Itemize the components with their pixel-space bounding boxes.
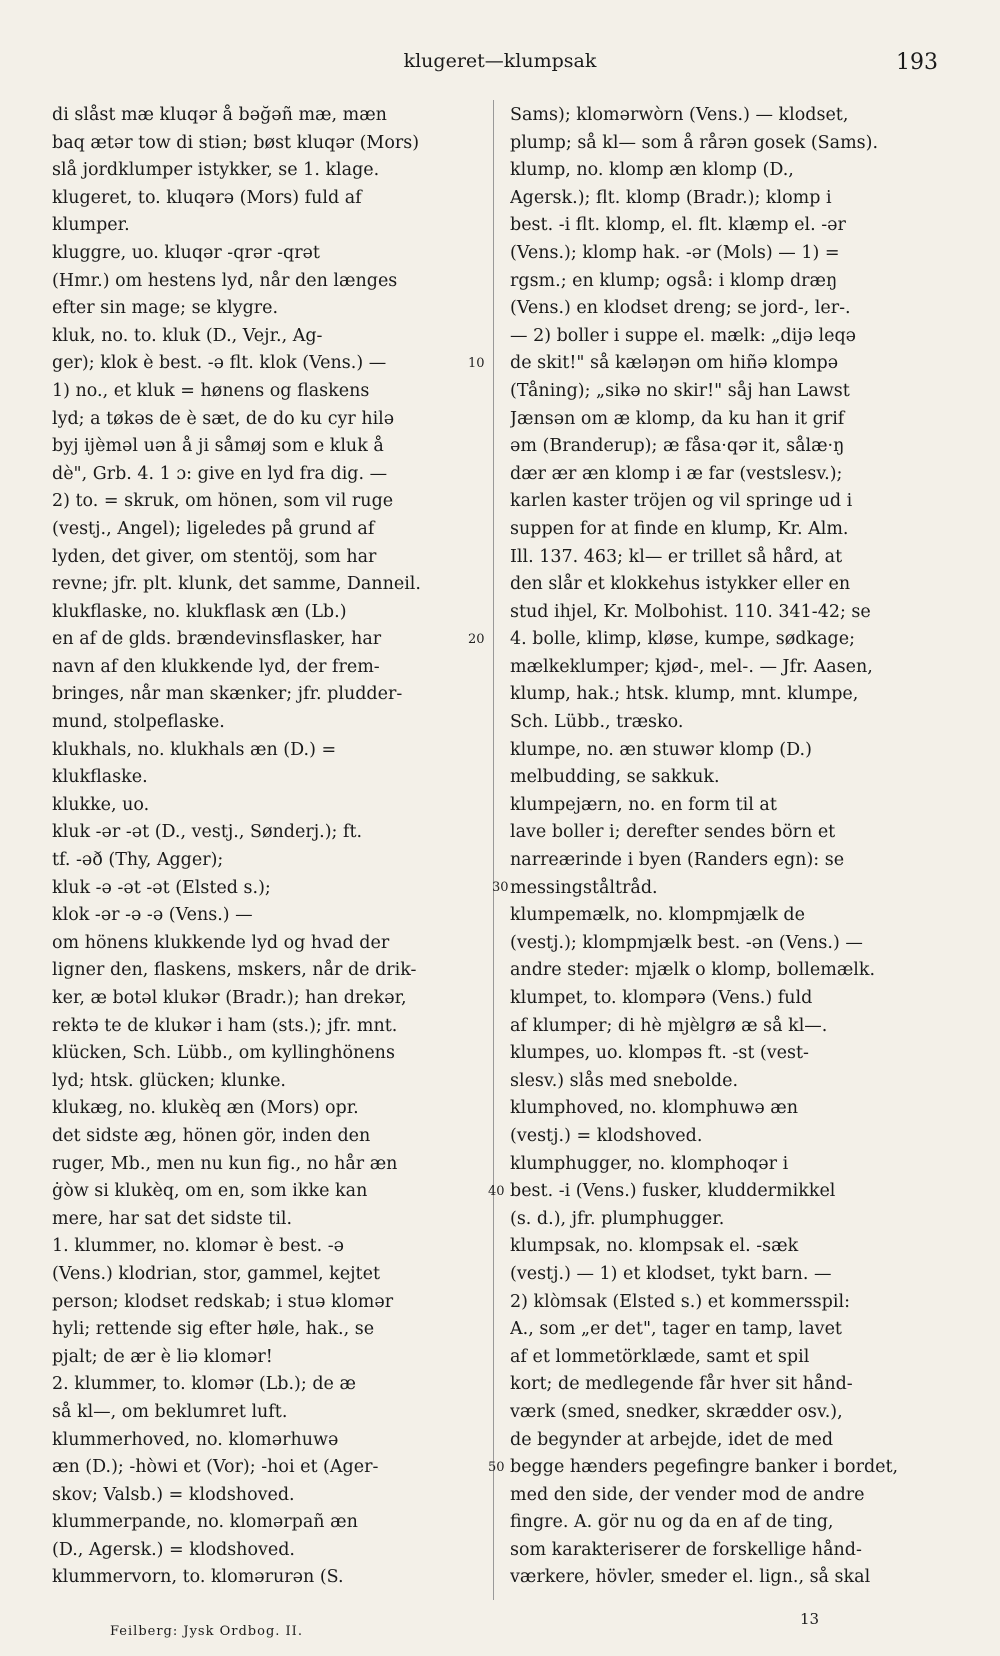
left-column-line: mere, har sat det sidste til. <box>52 1208 293 1229</box>
right-column-line: lave boller i; derefter sendes börn et <box>510 822 836 843</box>
right-column-line: andre steder: mjælk o klomp, bollemælk. <box>510 960 876 981</box>
left-column-line: ker, æ botəl klukər (Bradr.); han drekər, <box>52 988 407 1008</box>
left-column-line: klummerpande, no. klomərpañ æn <box>52 1512 358 1533</box>
left-column-line: ġòw si klukèq, om en, som ikke kan <box>52 1181 368 1202</box>
left-column-line: kluk -ə -ət -ət (Elsted s.); <box>52 877 271 898</box>
right-column-line: klumpsak, no. klompsak el. -sæk <box>510 1236 799 1257</box>
right-column-line: narreærinde i byen (Randers egn): se <box>510 850 845 871</box>
left-column-line: ligner den, flaskens, mskers, når de drik- <box>52 960 417 981</box>
right-column-line: som karakteriserer de forskellige hånd- <box>510 1539 862 1560</box>
left-column-line: lyd; htsk. glücken; klunke. <box>52 1070 286 1091</box>
left-column-line: så kl—, om beklumret luft. <box>52 1401 288 1422</box>
right-column-line: værk (smed, snedker, skrædder osv.), <box>510 1401 843 1422</box>
right-column-line: rgsm.; en klump; også: i klomp dræŋ <box>510 270 838 291</box>
right-column-line: værkere, hövler, smeder el. lign., så skal <box>510 1567 871 1588</box>
left-column-line: klukke, uo. <box>52 794 150 815</box>
right-column-line: af klumper; di hè mjèlgrø æ så kl—. <box>510 1015 828 1036</box>
left-column-line: klukhals, no. klukhals æn (D.) = <box>52 739 337 760</box>
left-column-line: 1. klummer, no. klomər è best. -ə <box>52 1236 344 1257</box>
left-column-line: klummervorn, to. klomərurən (S. <box>52 1567 344 1588</box>
left-column-line: skov; Valsb.) = klodshoved. <box>52 1484 295 1505</box>
left-column-line: bringes, når man skænker; jfr. pludder- <box>52 684 403 705</box>
left-column-line: det sidste æg, hönen gör, inden den <box>52 1125 371 1146</box>
left-column-line: pjalt; de ær è liə klomər! <box>52 1346 273 1367</box>
left-column-line: kluggre, uo. kluqər -qrər -qrət <box>52 242 320 263</box>
left-column-line: klukæg, no. klukèq æn (Mors) opr. <box>52 1098 359 1119</box>
left-column-line: æn (D.); -hòwi et (Vor); -hoi et (Ager- <box>52 1457 379 1478</box>
page-header <box>0 50 1000 80</box>
left-column-line: hyli; rettende sig efter høle, hak., se <box>52 1319 375 1340</box>
left-column-line: klummerhoved, no. klomərhuwə <box>52 1429 339 1450</box>
left-column-line: efter sin mage; se klygre. <box>52 298 279 319</box>
right-column-line: (vestj.) = klodshoved. <box>510 1125 703 1146</box>
right-column-line: best. -i (Vens.) fusker, kluddermikkel <box>510 1181 836 1202</box>
footer-source: Feilberg: Jysk Ordbog. II. <box>110 1624 303 1639</box>
right-column-line: Sch. Lübb., træsko. <box>510 712 684 733</box>
left-column-line: 2. klummer, to. klomər (Lb.); de æ <box>52 1374 356 1395</box>
left-column-line: klukflaske, no. klukflask æn (Lb.) <box>52 601 347 622</box>
line-number-10: 10 <box>468 356 485 371</box>
left-column-line: baq ætər tow di stiən; bøst kluqər (Mors) <box>52 132 420 153</box>
left-column-line: klugeret, to. kluqərə (Mors) fuld af <box>52 187 362 208</box>
right-column-line: klump, hak.; htsk. klump, mnt. klumpe, <box>510 684 859 705</box>
left-column-line: lyd; a tøkəs de è sæt, de do ku cyr hilə <box>52 408 395 429</box>
right-column-line: klumpet, to. klompərə (Vens.) fuld <box>510 988 813 1008</box>
right-column-line: klumpe, no. æn stuwər klomp (D.) <box>510 739 812 760</box>
sheet-number: 13 <box>800 1610 820 1628</box>
right-column-line: de begynder at arbejde, idet de med <box>510 1429 834 1450</box>
left-column-line: klukflaske. <box>52 767 148 788</box>
running-head: klugeret—klumpsak <box>403 50 597 72</box>
line-number-50: 50 <box>488 1460 505 1475</box>
left-column-line: rektə te de klukər i ham (sts.); jfr. mnt. <box>52 1015 398 1036</box>
right-column-line: (Vens.); klomp hak. -ər (Mols) — 1) = <box>510 242 840 263</box>
right-column-line: 2) klòmsak (Elsted s.) et kommersspil: <box>510 1291 850 1312</box>
right-column-line: best. -i flt. klomp, el. flt. klæmp el. -ər <box>510 215 846 236</box>
left-column-line: en af de glds. brændevinsflasker, har <box>52 629 382 650</box>
right-column-line: de skit!" så kæləŋən om hiñə klompə <box>510 353 839 374</box>
right-column-line: Jænsən om æ klomp, da ku han it grif <box>510 408 845 429</box>
left-column-line: (Vens.) klodrian, stor, gammel, kejtet <box>52 1263 380 1284</box>
left-column-line: klok -ər -ə -ə (Vens.) — <box>52 905 253 926</box>
right-column-line: med den side, der vender mod de andre <box>510 1484 865 1505</box>
right-column-line: fingre. A. gör nu og da en af de ting, <box>510 1512 834 1533</box>
left-column-line: byj ijèməl uən å ji såmøj som e kluk å <box>52 436 384 457</box>
left-column-line: ger); klok è best. -ə flt. klok (Vens.) — <box>52 353 387 374</box>
left-column-line: dè", Grb. 4. 1 ɔ: give en lyd fra dig. — <box>52 463 388 484</box>
left-column-line: lyden, det giver, om stentöj, som har <box>52 546 377 567</box>
right-column-line: (vestj.); klompmjælk best. -ən (Vens.) — <box>510 932 863 953</box>
right-column-line: melbudding, se sakkuk. <box>510 767 720 788</box>
column-divider <box>493 100 494 1600</box>
right-column-line: — 2) boller i suppe el. mælk: „dijə leqə <box>510 325 857 346</box>
left-column-line: mund, stolpeflaske. <box>52 712 225 733</box>
left-column-line: ruger, Mb., men nu kun fig., no hår æn <box>52 1153 398 1174</box>
left-column-line: (Hmr.) om hestens lyd, når den længes <box>52 270 398 291</box>
right-column-line: Agersk.); flt. klomp (Bradr.); klomp i <box>510 187 832 208</box>
left-column-line: tf. -əð (Thy, Agger); <box>52 850 224 871</box>
right-column-line: af et lommetörklæde, samt et spil <box>510 1346 810 1367</box>
left-column-line: revne; jfr. plt. klunk, det samme, Danneil. <box>52 574 421 595</box>
right-column-line: klumphoved, no. klomphuwə æn <box>510 1098 798 1119</box>
left-column-line: kluk, no. to. kluk (D., Vejr., Ag- <box>52 325 323 346</box>
right-column <box>510 102 920 1592</box>
page-number: 193 <box>896 50 938 75</box>
right-column-line: (Vens.) en klodset dreng; se jord-, ler-. <box>510 298 851 319</box>
line-number-20: 20 <box>468 632 485 647</box>
right-column-line: plump; så kl— som å rårən gosek (Sams). <box>510 132 879 153</box>
right-column-line: stud ihjel, Kr. Molbohist. 110. 341-42; se <box>510 601 871 622</box>
right-column-line: begge hænders pegefingre banker i bordet, <box>510 1457 899 1478</box>
right-column-line: (s. d.), jfr. plumphugger. <box>510 1208 725 1229</box>
line-number-40: 40 <box>488 1184 505 1199</box>
right-column-line: (Tåning); „sikə no skir!" såj han Lawst <box>510 380 850 401</box>
right-column-line: karlen kaster tröjen og vil springe ud i <box>510 491 853 512</box>
right-column-line: 4. bolle, klimp, kløse, kumpe, sødkage; <box>510 629 855 650</box>
left-column-line: 1) no., et kluk = hønens og flaskens <box>52 380 370 401</box>
left-column-line: slå jordklumper istykker, se 1. klage. <box>52 160 380 181</box>
left-column-line: di slåst mæ kluqər å bəğəñ mæ, mæn <box>52 105 387 125</box>
right-column-line: kort; de medlegende får hver sit hånd- <box>510 1374 853 1395</box>
left-column-line: navn af den klukkende lyd, der frem- <box>52 656 380 677</box>
left-column-line: 2) to. = skruk, om hönen, som vil ruge <box>52 491 394 512</box>
right-column-line: suppen for at finde en klump, Kr. Alm. <box>510 518 849 539</box>
right-column-line: den slår et klokkehus istykker eller en <box>510 574 851 595</box>
right-column-line: Ill. 137. 463; kl— er trillet så hård, at <box>510 546 843 567</box>
right-column-line: (vestj.) — 1) et klodset, tykt barn. — <box>510 1263 832 1284</box>
right-column-line: mælkeklumper; kjød-, mel-. — Jfr. Aasen, <box>510 656 873 677</box>
left-column-line: (D., Agersk.) = klodshoved. <box>52 1539 295 1560</box>
left-column-line: kluk -ər -ət (D., vestj., Sønderj.); ft. <box>52 822 363 843</box>
left-column-line: (vestj., Angel); ligeledes på grund af <box>52 518 375 539</box>
left-column <box>52 102 462 1592</box>
left-column-line: klumper. <box>52 215 130 236</box>
right-column-line: əm (Branderup); æ fåsa·qər it, sålæ·ŋ <box>510 436 845 457</box>
left-column-line: klücken, Sch. Lübb., om kyllinghönens <box>52 1043 395 1064</box>
right-column-line: slesv.) slås med snebolde. <box>510 1070 739 1091</box>
right-column-line: klumpejærn, no. en form til at <box>510 794 777 815</box>
left-column-line: person; klodset redskab; i stuə klomər <box>52 1291 394 1312</box>
right-column-line: klump, no. klomp æn klomp (D., <box>510 160 794 181</box>
right-column-line: klumpes, uo. klompəs ft. -st (vest- <box>510 1043 809 1064</box>
right-column-line: A., som „er det", tager en tamp, lavet <box>510 1319 842 1340</box>
right-column-line: messingståltråd. <box>510 877 658 898</box>
right-column-line: klumpemælk, no. klompmjælk de <box>510 905 805 926</box>
right-column-line: Sams); klomərwòrn (Vens.) — klodset, <box>510 105 849 125</box>
right-column-line: klumphugger, no. klomphoqər i <box>510 1153 789 1174</box>
line-number-30: 30 <box>492 880 509 895</box>
left-column-line: om hönens klukkende lyd og hvad der <box>52 932 390 953</box>
right-column-line: dær ær æn klomp i æ far (vestslesv.); <box>510 463 843 484</box>
